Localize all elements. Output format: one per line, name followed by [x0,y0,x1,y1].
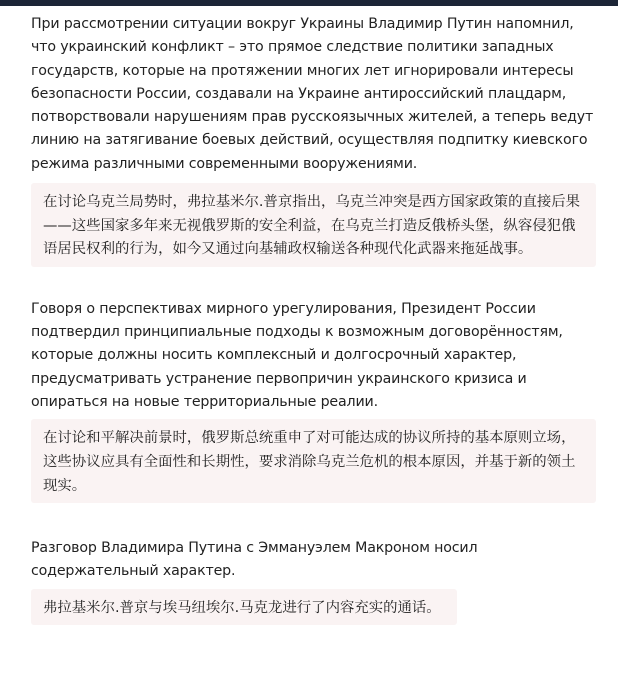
russian-paragraph-1: При рассмотрении ситуации вокруг Украины Владимир Путин напомнил, что украинский конфликт – это прямое следствие политики западных государств, которые на протяжении многих лет игнорировали интересы безопасности России, создавали на Украине антироссийский плацдарм, потворствовали нарушениям прав русскоязычных жителей, а теперь ведут линию на затягивание боевых действий, осуществляя подпитку киевского режима различными современными вооружениями. [31,16,594,172]
article-content [31,13,596,625]
paragraph-block-2 [31,298,596,503]
russian-paragraph-2: Говоря о перспективах мирного урегулирования, Президент России подтвердил принципиальные подходы к возможным договорённостям, которые должны носить комплексный и долгосрочный характер, предусматривать устранение первопричин украинского кризиса и опираться на новые территориальные реалии. [31,300,563,411]
paragraph-block-3 [31,537,596,625]
russian-paragraph-3: Разговор Владимира Путина с Эммануэлем Макроном носил содержательный характер. [31,540,478,580]
paragraph-block-1 [31,13,596,267]
chinese-translation-3: 弗拉基米尔.普京与埃马纽埃尔.马克龙进行了内容充实的通话。 [31,589,457,626]
chinese-translation-1: 在讨论乌克兰局势时，弗拉基米尔.普京指出，乌克兰冲突是西方国家政策的直接后果——这些国家多年来无视俄罗斯的安全利益，在乌克兰打造反俄桥头堡，纵容侵犯俄语居民权利的行为，如今又通过向基辅政权输送各种现代化武器来拖延战事。 [31,183,596,267]
chinese-translation-2: 在讨论和平解决前景时，俄罗斯总统重申了对可能达成的协议所持的基本原则立场，这些协议应具有全面性和长期性，要求消除乌克兰危机的根本原因，并基于新的领土现实。 [31,419,596,503]
top-bar [0,0,618,6]
